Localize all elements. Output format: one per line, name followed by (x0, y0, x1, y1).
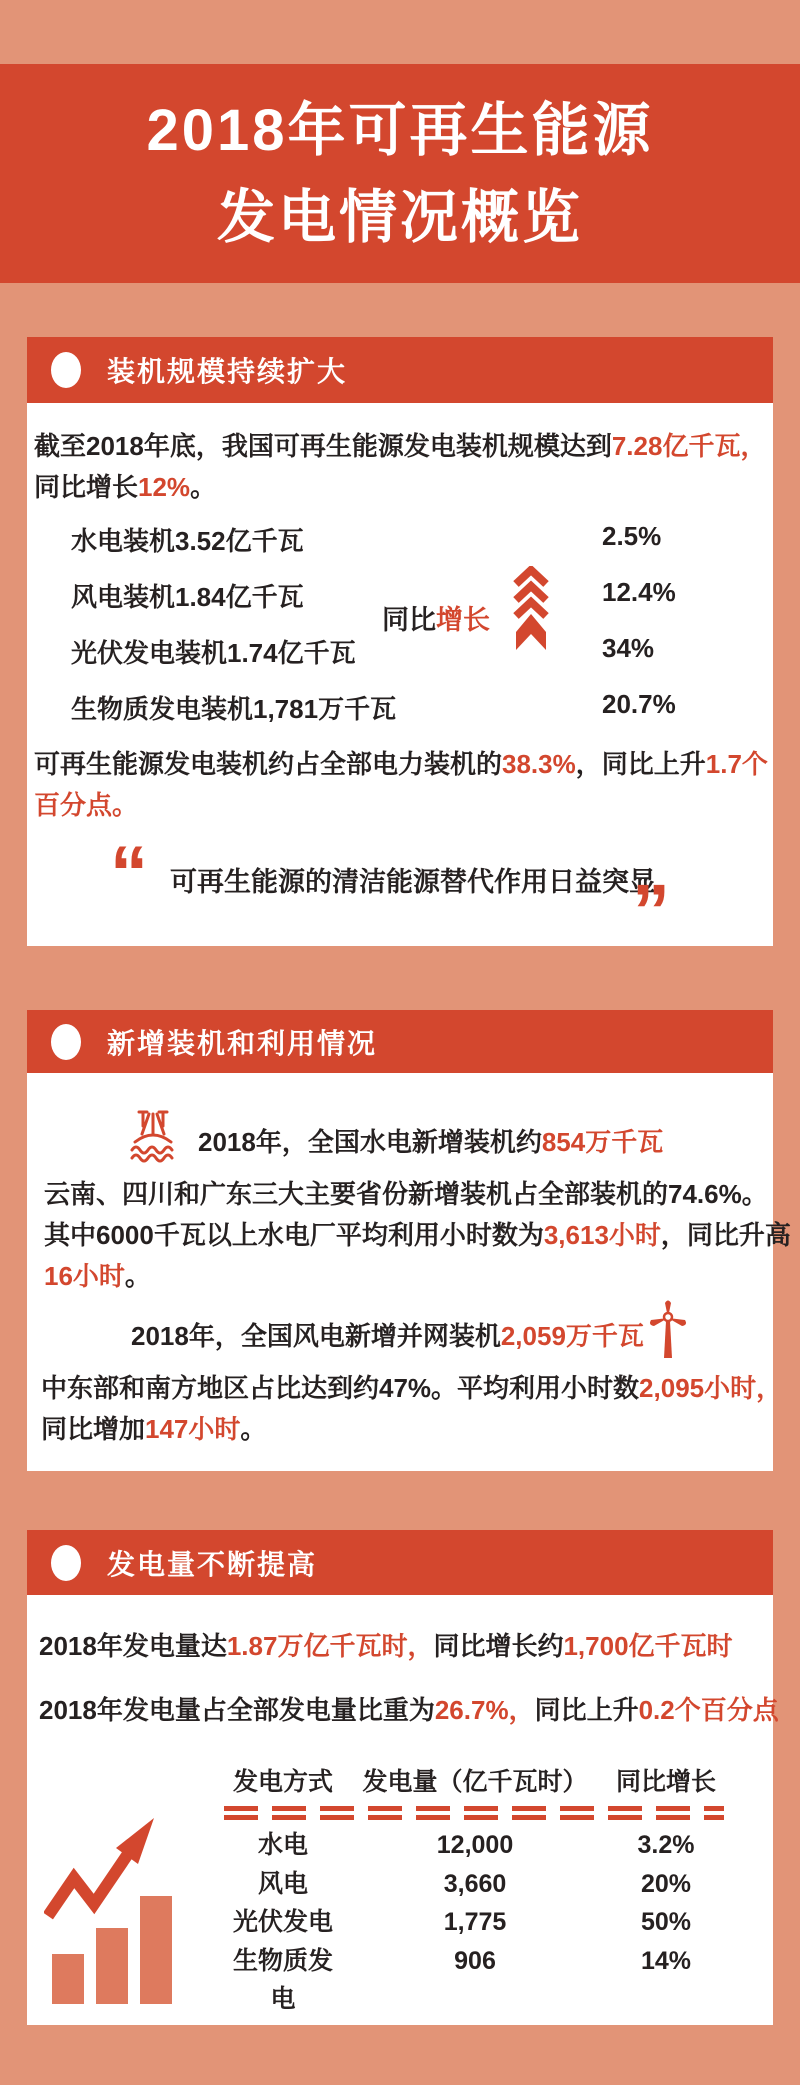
bullet-icon (51, 352, 81, 388)
list-item-wind-capacity: 风电装机1.84亿千瓦 (71, 582, 304, 612)
section-title: 装机规模持续扩大 (107, 356, 348, 387)
quote-open-icon: “ (110, 831, 148, 916)
wind-headline: 2018年，全国风电新增并网装机2,059万千瓦 (131, 1321, 644, 1351)
quote-text: 可再生能源的清洁能源替代作用日益突显 (170, 867, 656, 897)
table-row-biomass (224, 1942, 724, 2019)
cell-method: 生物质发电 (232, 1946, 333, 2013)
installed-share-paragraph: 可再生能源发电装机约占全部电力装机的38.3%，同比上升1.7个 百分点。 (34, 749, 768, 820)
rising-bar-chart-icon (44, 1816, 184, 2004)
yoy-growth-label-red: 增长 (436, 605, 490, 635)
table-header-growth: 同比增长 (615, 1768, 716, 1796)
triple-chevron-up-icon (512, 566, 550, 652)
bullet-icon (51, 1024, 81, 1060)
cell-output: 12,000 (436, 1831, 514, 1859)
section-title: 发电量不断提高 (107, 1548, 318, 1580)
cell-growth: 50% (640, 1908, 692, 1936)
page-title-line2: 发电情况概览 (216, 184, 583, 250)
table-body (224, 1826, 724, 2019)
quote-close-icon: ” (632, 869, 670, 954)
generation-total-paragraph: 2018年发电量达1.87万亿千瓦时，同比增长约1,700亿千瓦时 (39, 1631, 733, 1661)
list-item-hydro-growth: 2.5% (602, 521, 662, 551)
section-title: 新增装机和利用情况 (107, 1027, 378, 1059)
yoy-growth-label-black: 同比 (382, 605, 436, 635)
wind-paragraph: 中东部和南方地区占比达到约47%。平均利用小时数2,095小时， 同比增加147小时。 (41, 1373, 783, 1444)
generation-table (224, 1764, 724, 2019)
table-row-hydro (224, 1826, 724, 1865)
header-banner (0, 64, 800, 283)
list-item-solar-growth: 34% (602, 633, 655, 663)
list-item-solar-capacity: 光伏发电装机1.74亿千瓦 (71, 638, 356, 668)
table-header-row (224, 1764, 724, 1800)
installed-intro: 截至2018年底，我国可再生能源发电装机规模达到7.28亿千瓦， 同比增长12%。 (34, 431, 767, 502)
cell-growth: 14% (640, 1946, 692, 1975)
wind-turbine-icon (644, 1298, 692, 1360)
list-item-hydro-capacity: 水电装机3.52亿千瓦 (71, 526, 304, 556)
cell-growth: 20% (640, 1869, 692, 1898)
cell-output: 906 (454, 1946, 496, 1975)
hydro-paragraph: 云南、四川和广东三大主要省份新增装机占全部装机的74.6%。 其中6000千瓦以上水电厂平均利用小时数为3,613小时，同比升高 16小时。 (44, 1179, 791, 1291)
yoy-growth-label (382, 598, 490, 637)
page-title-line1: 2018年可再生能源 (146, 97, 654, 163)
list-item-wind-growth: 12.4% (602, 577, 676, 607)
hydro-dam-icon (128, 1108, 178, 1170)
cell-output: 3,660 (443, 1869, 507, 1898)
cell-method: 光伏发电 (232, 1908, 333, 1936)
table-header-method: 发电方式 (232, 1768, 333, 1796)
generation-share-paragraph: 2018年发电量占全部发电量比重为26.7%，同比上升0.2个百分点 (39, 1695, 779, 1725)
list-item-biomass-growth: 20.7% (602, 689, 676, 719)
table-divider-dashed (224, 1806, 724, 1820)
cell-method: 风电 (257, 1869, 308, 1898)
bullet-icon (51, 1545, 81, 1581)
table-row-solar (224, 1903, 724, 1942)
section-header-additions (27, 1010, 773, 1073)
section-header-installed (27, 337, 773, 403)
cell-output: 1,775 (443, 1908, 507, 1936)
cell-growth: 3.2% (637, 1831, 695, 1859)
section-header-generation (27, 1530, 773, 1595)
list-item-biomass-capacity: 生物质发电装机1,781万千瓦 (71, 694, 397, 724)
cell-method: 水电 (257, 1831, 308, 1859)
hydro-headline: 2018年，全国水电新增装机约854万千瓦 (198, 1127, 664, 1157)
table-header-output: 发电量（亿千瓦时） (362, 1768, 588, 1796)
table-row-wind (224, 1865, 724, 1904)
